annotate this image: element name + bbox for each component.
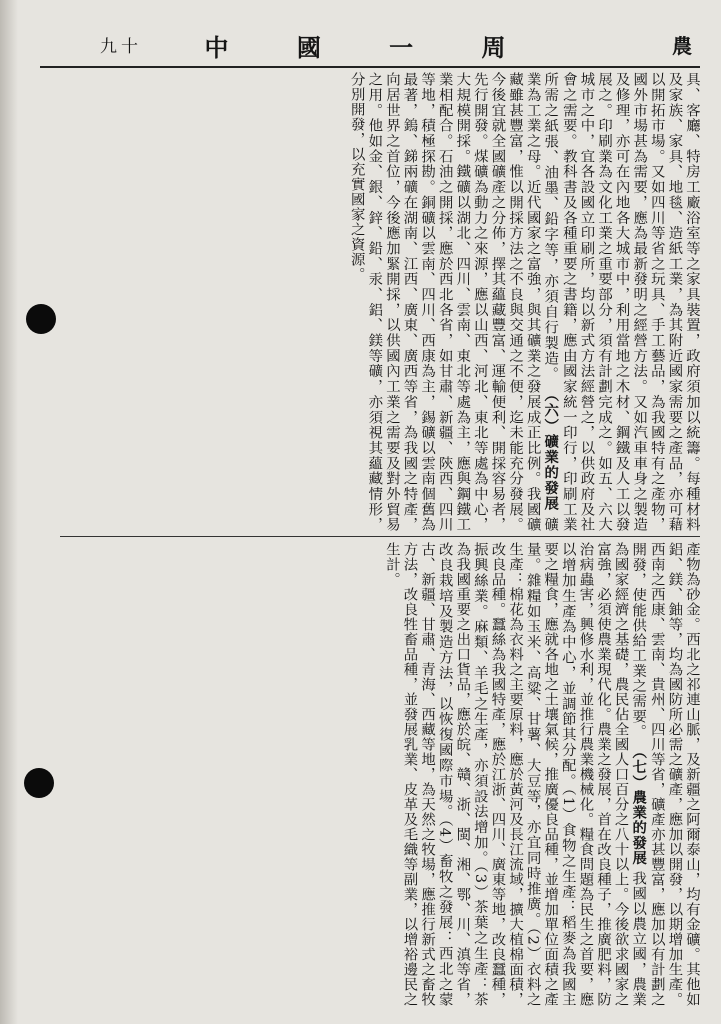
paragraph-mining: 礦業為工業之母。近代國家之富強，與其礦業之發展成正比例。我國礦藏雖甚豐富，惟以開採方法之不良與交通之不便，迄未能充分發展。今後宜就全國礦產之分佈，擇其蘊藏豐富、運輸便利、開採容易者，先行開發。煤礦為動力之來源，應以山西、河北、東北等處為中心，大規模開採。鐵礦以湖北、四川、雲南、東北等處為主，應與鋼鐵工業相配合。石油之開採，應於西北各省，如甘肅、新疆、陝西、四川等地，積極探勘。銅礦以雲南、四川、西康為主，錫礦以雲南個舊為最著，鎢、銻兩礦在湖南、江西、廣東、廣西等省，為我國之特產，向居世界之首位，今後應加緊開採，以供國內工業之需要及對外貿易之用。他如金、銀、鋅、鉛、汞、鋁、鎂等礦，亦須視其蘊藏情形，分別開發，以充實國家之資源。 [348,72,559,532]
section-divider-line [60,536,700,537]
article-block-top [60,72,700,532]
paragraph-agriculture: 我國以農立國，農業為國家經濟之基礎，農民佔全國人口百分之八十以上。今後欲求國家之富強，必須使農業現代化。農業之發展，首在改良種子，推廣肥料，防治病蟲害，興修水利，並推行農業機械化。糧食問題為民生之首要，應以增加生產為中心，並調節其分配。（1）食物之生產：稻麥為我國主要之糧食，應就各地之土壤氣候，推廣優良品種，並增加單位面積之產量。雜糧如玉米、高粱、甘薯、大豆等，亦宜同時推廣。（2）衣料之生產：棉花為衣料之主要原料，應於黃河及長江流域，擴大植棉面積，改良品種。蠶絲為我國特產，應於江浙、四川、廣東等地，改良蠶種，振興絲業。麻類、羊毛之生產，亦須設法增加。（3）茶葉之生產：茶為我國重要之出口貨品，應於皖、贛、浙、閩、湘、鄂、川、滇等省，改良栽培及製造方法，以恢復國際市場。（4）畜牧之發展：西北之蒙古、新疆、甘肅、青海、西藏等地，為天然之牧場，應推行新式之畜牧方法，改良牲畜品種，並發展乳業、皮革及毛織等副業，以增裕邊民之生計。 [383,542,647,1007]
page-number: 九十 [100,37,142,57]
binding-hole-top [26,304,56,334]
paragraph-furniture-printing: 具、客廳、特房工廠浴室等之家具裝置，政府須加以統籌。每種材料及家族、家具、地毯、造紙工業，為其附近國家需要之產品，亦可藉以開拓市場。又如四川等省之玩具、手工藝品，為我國特有之產物，國外市場甚為需要，應為最新發明之經營方法。又如汽車車身之製造及修理，亦可在內地各大城市中，利用當地之木材、鋼鐵及人工以發展之。印刷業為文化工業之重要部分，須有計劃完成之。如五、六大城市之中，宜各設國立印刷所，均以新式方法經營之，以供政府及社會之需要。教科書及各種重要之書籍，應由國家統一印行，印刷工業所需之紙張、油墨、鉛字等，亦須自行製造。 [542,72,700,532]
publication-title: 中 國 一 周 [204,33,536,62]
page-header [40,18,700,68]
paragraph-mining-continued: 產物為砂金。西北之祁連山脈，及新疆之阿爾泰山，均有金礦。其他如鋁、鎂、鈾等，均為國防所必需之礦產，應加以開發，以期增加生產。西南之西康、雲南、貴州、四川等省，礦產亦甚豐富，應加以有計劃之開發，使能供給工業之需要。 [630,542,700,1007]
header-edge-character: 農 [672,34,692,58]
section-heading-mining: （六）礦業的發展 [542,387,560,512]
section-heading-agriculture: （七）農業的發展 [630,744,648,866]
binding-hole-bottom [24,768,54,798]
article-block-bottom [60,542,700,1007]
binding-edge-shadow [0,0,18,1024]
